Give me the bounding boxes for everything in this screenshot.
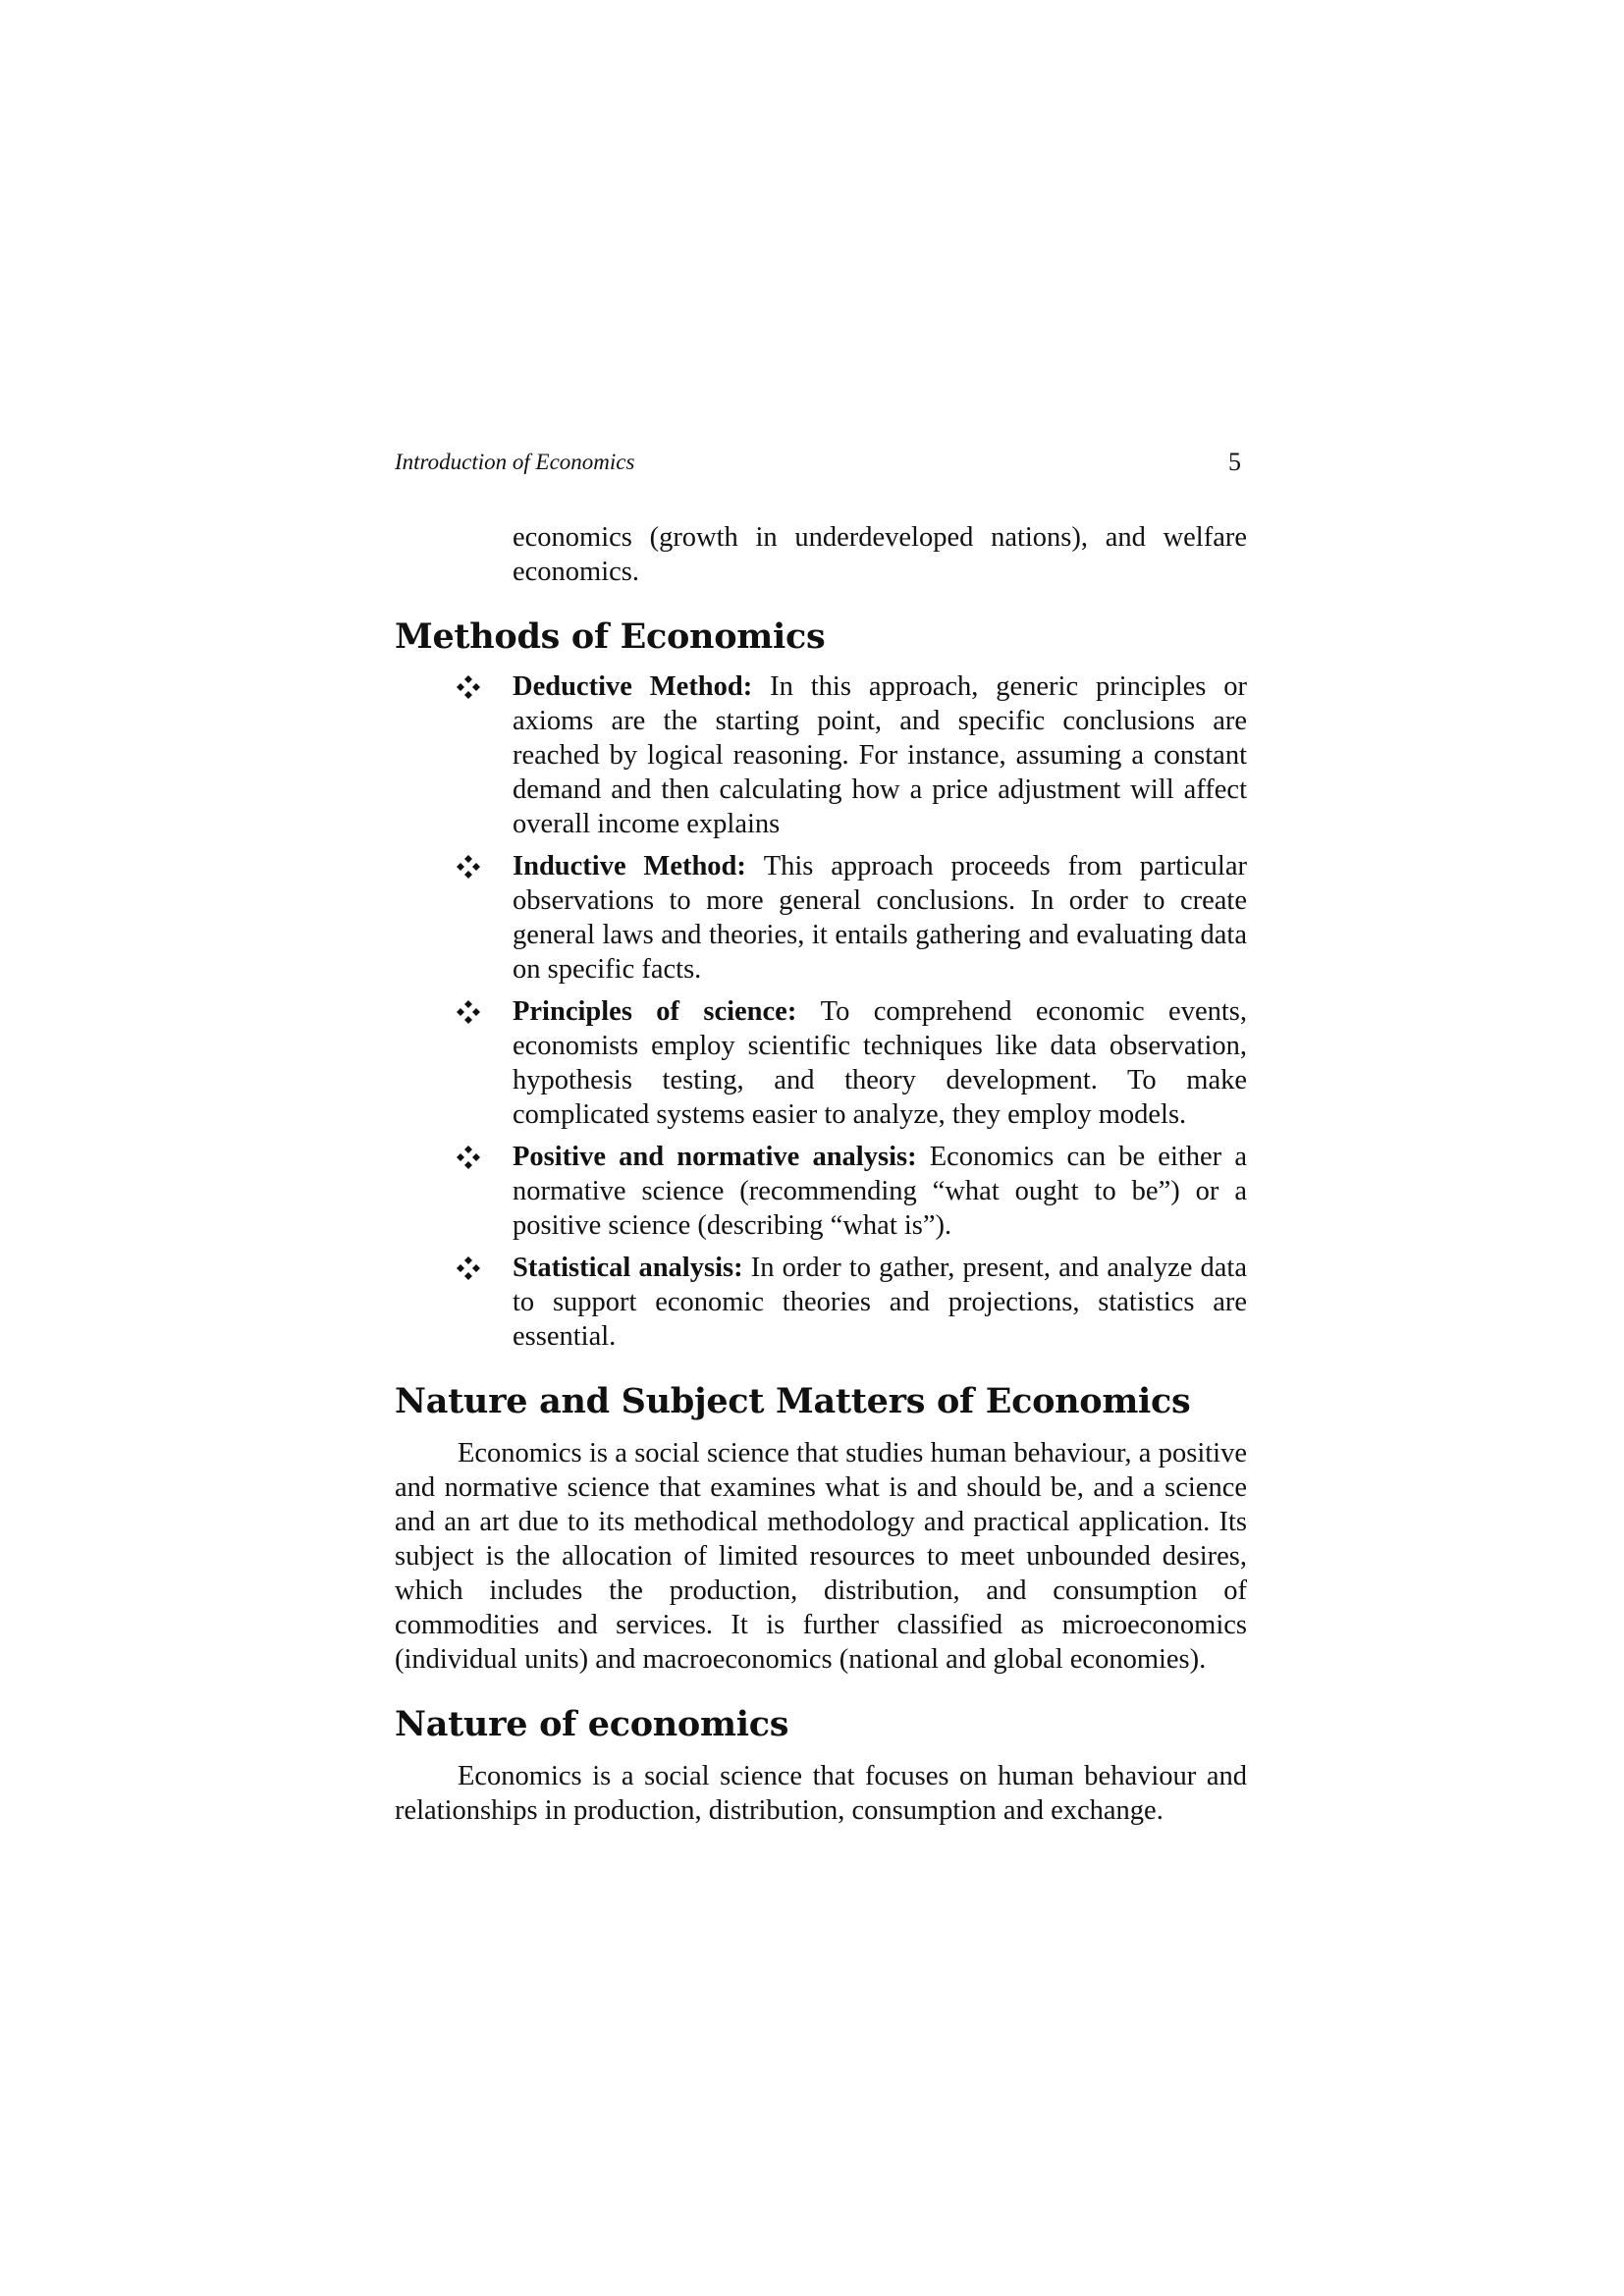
term-label: Positive and normative analysis: xyxy=(513,1142,930,1172)
running-header xyxy=(395,442,1247,481)
four-diamond-bullet-icon xyxy=(456,999,481,1025)
continuation-paragraph: economics (growth in underdeveloped nations), and welfare economics. xyxy=(513,522,1247,587)
term-description: Economics can be either a normative science (recommending “what ought to be”) or a positive science (describing “what is”). xyxy=(513,1142,1247,1241)
term-description: In order to gather, present, and analyze data to support economic theories and projections, statistics are essential. xyxy=(513,1253,1247,1352)
term-label: Statistical analysis: xyxy=(513,1253,751,1283)
list-item-positive-normative xyxy=(395,1140,1247,1243)
term-label: Inductive Method: xyxy=(513,851,764,881)
four-diamond-bullet-icon xyxy=(456,1255,481,1281)
four-diamond-bullet-icon xyxy=(456,1145,481,1170)
list-item-deductive xyxy=(395,669,1247,841)
list-item-principles xyxy=(395,994,1247,1132)
page-number: 5 xyxy=(1228,448,1241,476)
term-label: Principles of science: xyxy=(513,996,821,1027)
list-item-inductive xyxy=(395,849,1247,987)
running-title: Introduction of Economics xyxy=(395,450,635,474)
four-diamond-bullet-icon xyxy=(456,674,481,700)
term-description: This approach proceeds from particular observations to more general conclusions. In order to create general laws and theories, it entails gathering and evaluating data on specific facts. xyxy=(513,851,1247,985)
nature-paragraph: Economics is a social science that focuses on human behaviour and relationships in production, distribution, consumption and exchange. xyxy=(395,1761,1247,1826)
heading-methods: Methods of Economics xyxy=(395,616,826,657)
heading-nature: Nature of economics xyxy=(395,1704,789,1744)
term-description: In this approach, generic principles or axioms are the starting point, and specific conclusions are reached by logical reasoning. For instance, assuming a constant demand and then calculating how a price adjustment will affect overall income explains xyxy=(513,671,1248,839)
term-label: Deductive Method: xyxy=(513,671,771,702)
nature-subject-paragraph: Economics is a social science that studies human behaviour, a positive and normative science that examines what is and should be, and a science and an art due to its methodical methodology and practical application. Its subject is the allocation of limited resources to meet unbounded desires, which includes the production, distribution, and consumption of commodities and services. It is further classified as microeconomics (individual units) and macroeconomics (national and global economies). xyxy=(395,1438,1247,1675)
heading-nature-subject: Nature and Subject Matters of Economics xyxy=(395,1381,1191,1421)
book-page xyxy=(395,442,1247,1828)
four-diamond-bullet-icon xyxy=(456,854,481,880)
list-item-statistical xyxy=(395,1251,1247,1354)
term-description: To comprehend economic events, economists employ scientific techniques like data observation, hypothesis testing, and theory development. To make complicated systems easier to analyze, they employ models. xyxy=(513,996,1247,1130)
methods-list xyxy=(395,669,1247,1354)
